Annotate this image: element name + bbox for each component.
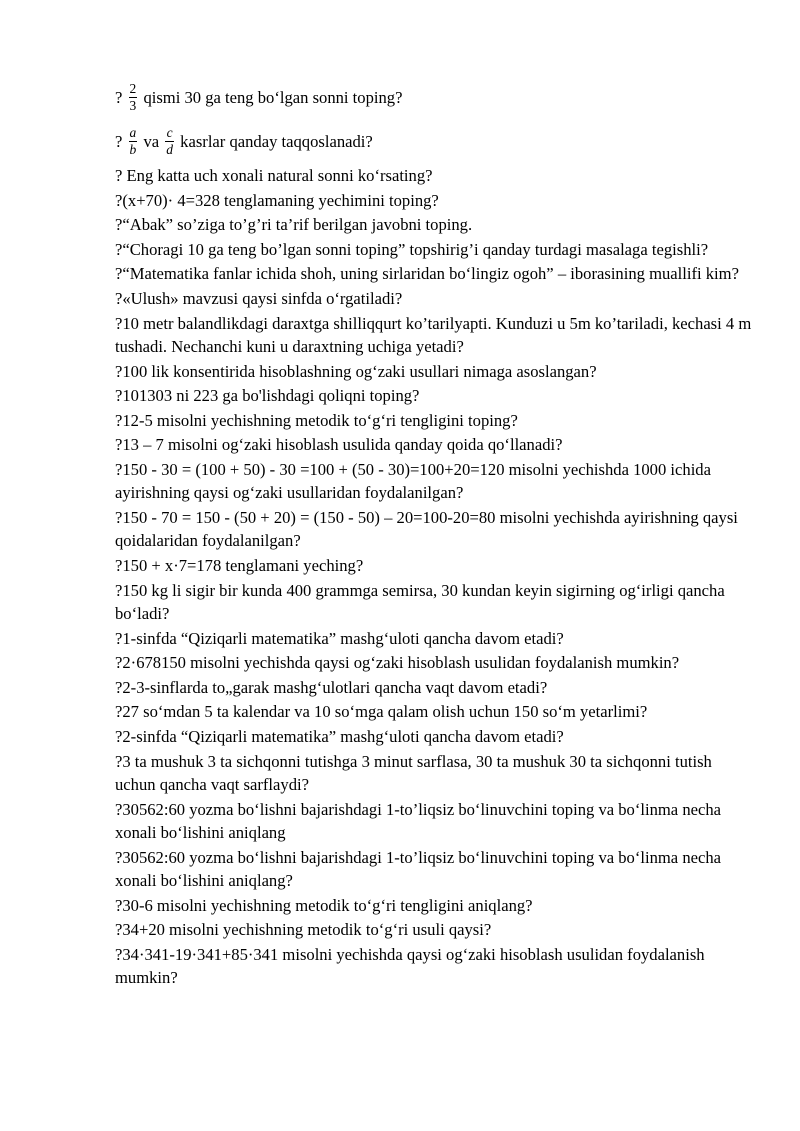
- fraction-numerator: 2: [129, 81, 137, 97]
- question-prefix: ?: [115, 88, 123, 107]
- question-item: ?30562:60 yozma bo‘lishni bajarishdagi 1-to’liqsiz bo‘linuvchini toping va bo‘linma necha xonali bo‘lishini aniqlang: [115, 799, 722, 842]
- question-item: ?2·678150 misolni yechishda qaysi og‘zaki hisoblash usulidan foydalanish mumkin?: [115, 653, 680, 673]
- fraction-numerator: a: [129, 125, 137, 141]
- question-prefix: ?: [115, 132, 123, 151]
- question-item: ?13 – 7 misolni og‘zaki hisoblash usulida qanday qoida qo‘llanadi?: [115, 435, 563, 455]
- question-item: ?“Choragi 10 ga teng bo’lgan sonni toping” topshirig’i qanday turdagi masalaga tegishli?: [115, 239, 709, 259]
- question-item: ?(x+70)· 4=328 tenglamaning yechimini toping?: [115, 190, 439, 210]
- fraction-a-over-b: [129, 126, 138, 156]
- question-text: qismi 30 ga teng bo‘lgan sonni toping?: [143, 88, 403, 107]
- question-item: ?1-sinfda “Qiziqarli matematika” mashg‘uloti qancha davom etadi?: [115, 628, 564, 648]
- question-item: ?150 + x·7=178 tenglamani yeching?: [115, 555, 364, 575]
- fraction-two-thirds: [129, 82, 138, 112]
- question-item: ?10 metr balandlikdagi daraxtga shilliqqurt ko’tarilyapti. Kunduzi u 5m ko’tariladi, kechasi 4 m tushadi. Nechanchi kuni u daraxtning uchiga yetadi?: [115, 313, 752, 356]
- question-item: ?2-3-sinflarda to„garak mashg‘ulotlari qancha vaqt davom etadi?: [115, 677, 548, 697]
- question-item: ?150 - 30 = (100 + 50) - 30 =100 + (50 - 30)=100+20=120 misolni yechishda 1000 ichida ayirishning qaysi og‘zaki usullaridan foydalanilgan?: [115, 459, 711, 503]
- question-item: ?12-5 misolni yechishning metodik to‘g‘ri tengligini toping?: [115, 410, 518, 430]
- question-item: ?2-sinfda “Qiziqarli matematika” mashg‘uloti qancha davom etadi?: [115, 726, 564, 746]
- question-item: ?3 ta mushuk 3 ta sichqonni tutishga 3 minut sarflasa, 30 ta mushuk 30 ta sichqonni tutish uchun qancha vaqt sarflaydi?: [115, 751, 712, 794]
- fraction-denominator: 3: [129, 97, 137, 113]
- question-list: [115, 76, 755, 991]
- fraction-numerator: c: [166, 125, 173, 141]
- question-connector: va: [143, 132, 160, 151]
- fraction-c-over-d: [165, 126, 174, 156]
- question-item: ? Eng katta uch xonali natural sonni ko‘rsating?: [115, 166, 433, 185]
- question-item: ?100 lik konsentirida hisoblashning og‘zaki usullari nimaga asoslangan?: [115, 361, 597, 381]
- question-item: [115, 76, 755, 120]
- question-item: ?«Ulush» mavzusi qaysi sinfda o‘rgatiladi?: [115, 288, 403, 308]
- question-item: ?101303 ni 223 ga bo'lishdagi qoliqni toping?: [115, 386, 420, 406]
- question-item: ?30-6 misolni yechishning metodik to‘g‘ri tengligini aniqlang?: [115, 895, 533, 915]
- question-item: ?150 kg li sigir bir kunda 400 grammga semirsa, 30 kundan keyin sigirning og‘irligi qancha bo‘ladi?: [115, 580, 725, 623]
- question-item: ?27 so‘mdan 5 ta kalendar va 10 so‘mga qalam olish uchun 150 so‘m yetarlimi?: [115, 702, 648, 722]
- question-text: kasrlar qanday taqqoslanadi?: [180, 132, 373, 151]
- question-item: ?34·341-19·341+85·341 misolni yechishda qaysi og‘zaki hisoblash usulidan foydalanish mumkin?: [115, 944, 705, 988]
- question-item: ?“Matematika fanlar ichida shoh, uning sirlaridan bo‘lingiz ogoh” – iborasining muallifi kim?: [115, 264, 739, 284]
- fraction-denominator: b: [129, 141, 137, 157]
- question-item: [115, 120, 755, 164]
- fraction-denominator: d: [166, 141, 174, 157]
- question-item: ?“Abak” so’ziga to’g’ri ta’rif berilgan javobni toping.: [115, 215, 473, 235]
- question-item: ?150 - 70 = 150 - (50 + 20) = (150 - 50) – 20=100-20=80 misolni yechishda ayirishning qaysi qoidalaridan foydalanilgan?: [115, 507, 738, 551]
- question-item: ?34+20 misolni yechishning metodik to‘g‘ri usuli qaysi?: [115, 920, 492, 940]
- question-item: ?30562:60 yozma bo‘lishni bajarishdagi 1-to’liqsiz bo‘linuvchini toping va bo‘linma necha xonali bo‘lishini aniqlang?: [115, 847, 722, 890]
